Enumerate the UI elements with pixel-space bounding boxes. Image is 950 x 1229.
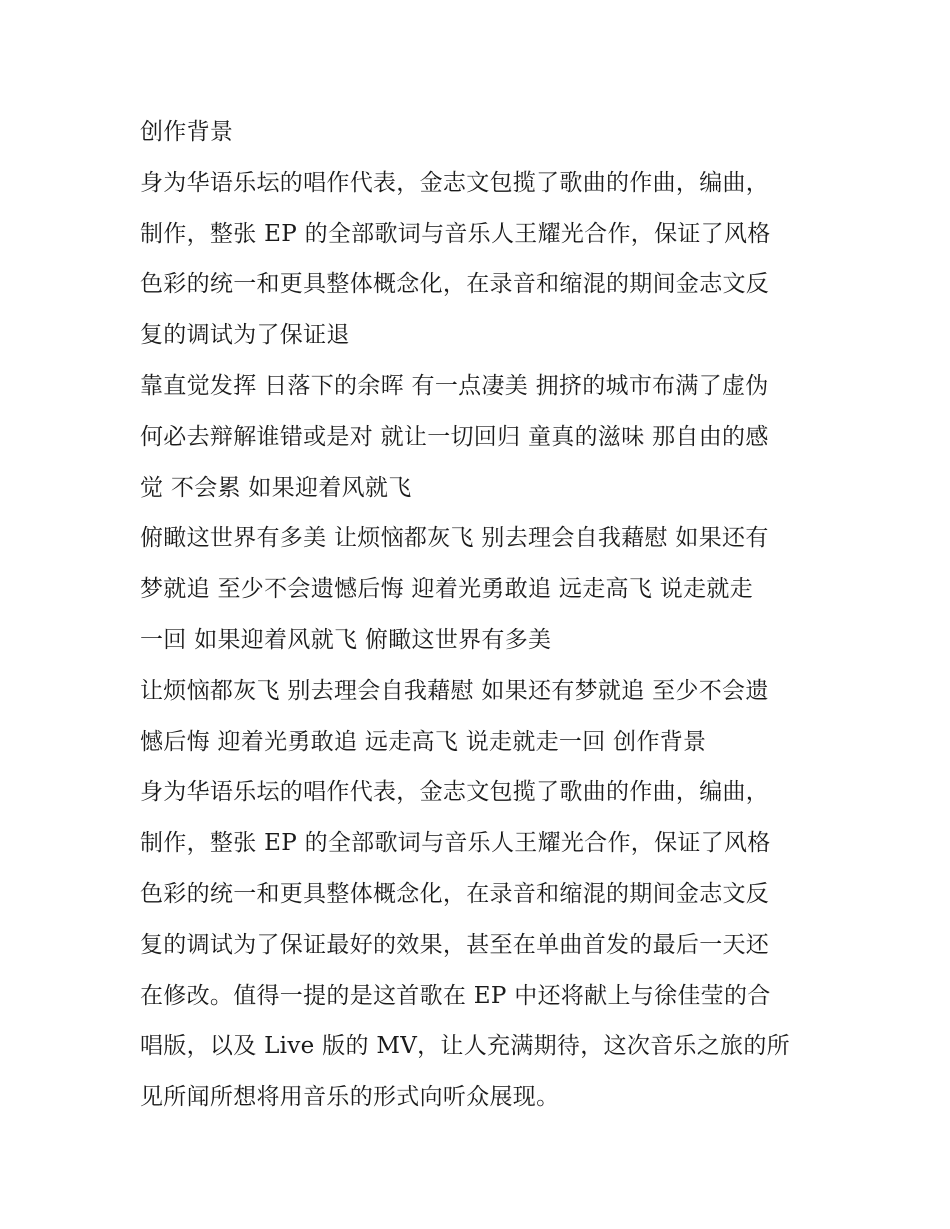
text-line: 色彩的统一和更具整体概念化，在录音和缩混的期间金志文反 [140,880,770,907]
text-line: 制作，整张 EP 的全部歌词与音乐人王耀光合作，保证了风格 [140,830,771,857]
text-line: 唱版，以及 Live 版的 MV，让人充满期待，这次音乐之旅的所 [140,1033,790,1060]
text-line: 让烦恼都灰飞 别去理会自我藉慰 如果还有梦就追 至少不会遗 [140,677,769,704]
document-body [140,107,820,1123]
text-line: 在修改。值得一提的是这首歌在 EP 中还将献上与徐佳莹的合 [140,982,771,1009]
text-line: 一回 如果迎着风就飞 俯瞰这世界有多美 [140,626,552,653]
text-line: 俯瞰这世界有多美 让烦恼都灰飞 别去理会自我藉慰 如果还有 [140,525,769,552]
text-line: 复的调试为了保证最好的效果，甚至在单曲首发的最后一天还 [140,931,770,958]
text-line: 制作，整张 EP 的全部歌词与音乐人王耀光合作，保证了风格 [140,220,771,247]
text-line: 憾后悔 迎着光勇敢追 远走高飞 说走就走一回 创作背景 [140,728,707,755]
text-line: 何必去辩解谁错或是对 就让一切回归 童真的滋味 那自由的感 [140,423,769,450]
text-line-heading: 创作背景 [140,119,234,145]
text-line: 觉 不会累 如果迎着风就飞 [140,474,412,501]
text-line: 复的调试为了保证退 [140,322,350,349]
text-line: 见所闻所想将用音乐的形式向听众展现。 [140,1084,560,1111]
text-line: 梦就追 至少不会遗憾后悔 迎着光勇敢追 远走高飞 说走就走 [140,576,753,603]
text-line: 身为华语乐坛的唱作代表，金志文包揽了歌曲的作曲，编曲， [140,779,770,806]
text-line: 色彩的统一和更具整体概念化，在录音和缩混的期间金志文反 [140,271,770,298]
text-line: 身为华语乐坛的唱作代表，金志文包揽了歌曲的作曲，编曲， [140,169,770,196]
text-line: 靠直觉发挥 日落下的余晖 有一点凄美 拥挤的城市布满了虚伪 [140,372,769,399]
